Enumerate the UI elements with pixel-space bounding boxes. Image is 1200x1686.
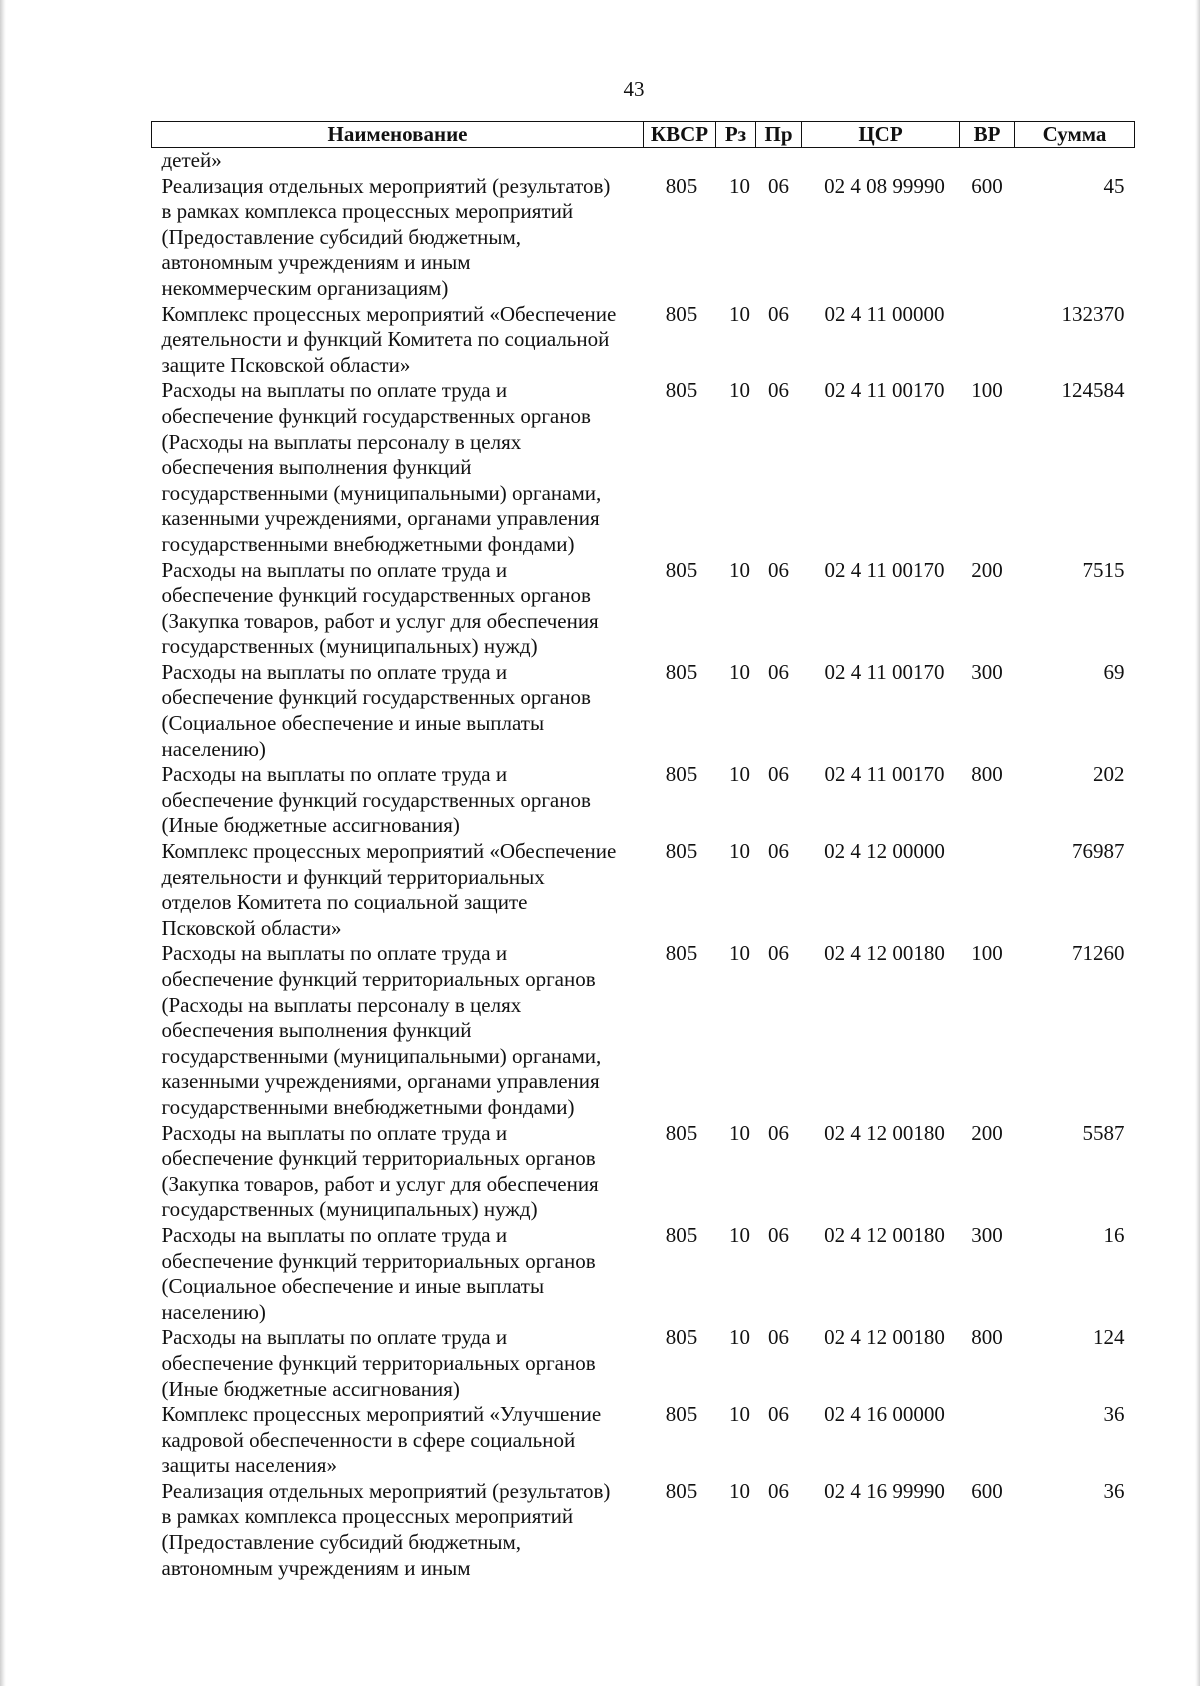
header-rz: Рз [716, 122, 756, 148]
row-pr: 06 [768, 762, 789, 787]
table-row [152, 1223, 1135, 1325]
row-name-line: государственными (муниципальными) органами, [161, 1043, 602, 1068]
row-pr: 06 [768, 1478, 789, 1503]
row-vr [960, 302, 1015, 379]
row-sum: 5587 [1082, 1120, 1125, 1145]
row-rz: 10 [729, 839, 750, 864]
row-rz: 10 [729, 173, 750, 198]
page-number: 43 [623, 77, 645, 101]
row-name-line: в рамках комплекса процессных мероприятий [161, 199, 574, 224]
row-name-line: государственными внебюджетными фондами) [161, 531, 575, 556]
row-name-line: Комплекс процессных мероприятий «Обеспечение [161, 839, 617, 864]
row-name-line: Реализация отдельных мероприятий (результатов) [161, 1478, 611, 1503]
row-name-line: в рамках комплекса процессных мероприятий [161, 1504, 574, 1529]
row-sum: 45 [1103, 173, 1125, 198]
row-pr: 06 [768, 378, 789, 403]
row-name-line: (Предоставление субсидий бюджетным, [161, 224, 522, 249]
row-kvsr: 805 [665, 301, 698, 326]
table-row [152, 174, 1135, 302]
row-kvsr: 805 [665, 1222, 698, 1247]
row-name-line: обеспечение функций территориальных органов [161, 1248, 596, 1273]
row-sum: 124584 [1061, 378, 1125, 403]
row-name-line: автономным учреждениям и иным [161, 1555, 471, 1580]
row-name-line: казенными учреждениями, органами управления [161, 1069, 600, 1094]
header-vr: ВР [960, 122, 1015, 148]
row-name-line: автономным учреждениям и иным [161, 250, 471, 275]
row-kvsr: 805 [665, 1325, 698, 1350]
row-name-line: государственных (муниципальных) нужд) [161, 634, 538, 659]
row-csr: 02 4 11 00170 [824, 378, 945, 403]
table-row [152, 660, 1135, 762]
row-name-line: защиты населения» [161, 1453, 337, 1478]
row-sum: 69 [1103, 659, 1125, 684]
row-csr: 02 4 11 00000 [824, 301, 945, 326]
row-rz: 10 [729, 301, 750, 326]
row-sum: 202 [1093, 762, 1125, 787]
scan-edge-left [0, 0, 6, 1686]
row-csr: 02 4 11 00170 [824, 557, 945, 582]
row-name-line: Расходы на выплаты по оплате труда и [161, 1325, 508, 1350]
row-vr: 800 [971, 1325, 1003, 1350]
row-csr: 02 4 12 00180 [824, 1325, 945, 1350]
row-name [152, 174, 644, 302]
row-pr: 06 [768, 1120, 789, 1145]
row-vr: 100 [971, 378, 1003, 403]
row-csr: 02 4 11 00170 [824, 659, 945, 684]
row-name [152, 941, 644, 1120]
row-rz: 10 [729, 1120, 750, 1145]
row-rz: 10 [729, 659, 750, 684]
row-vr: 300 [971, 1222, 1003, 1247]
table-row [152, 1325, 1135, 1402]
row-pr: 06 [768, 1402, 789, 1427]
table-row [152, 378, 1135, 557]
row-name-line: (Социальное обеспечение и иные выплаты [161, 1274, 545, 1299]
row-name-line: Расходы на выплаты по оплате труда и [161, 659, 508, 684]
row-vr [960, 839, 1015, 941]
row-name-line: Реализация отдельных мероприятий (результатов) [161, 173, 611, 198]
continuation-row [152, 148, 1135, 174]
table-header-row [152, 122, 1135, 148]
row-name [152, 558, 644, 660]
budget-table [151, 121, 1135, 1581]
continuation-text: детей» [161, 148, 222, 172]
header-csr: ЦСР [802, 122, 960, 148]
row-name-line: (Закупка товаров, работ и услуг для обеспечения [161, 608, 599, 633]
row-name-line: обеспечение функций территориальных органов [161, 1146, 596, 1171]
row-name-line: Расходы на выплаты по оплате труда и [161, 941, 508, 966]
row-name-line: отделов Комитета по социальной защите [161, 890, 528, 915]
row-name-line: Комплекс процессных мероприятий «Обеспечение [161, 301, 617, 326]
row-vr [960, 1402, 1015, 1479]
row-name-line: деятельности и функций территориальных [161, 864, 545, 889]
row-name-line: обеспечение функций государственных органов [161, 685, 591, 710]
row-csr: 02 4 16 00000 [824, 1402, 945, 1427]
row-sum: 7515 [1082, 557, 1125, 582]
row-name-line: государственных (муниципальных) нужд) [161, 1197, 538, 1222]
row-pr: 06 [768, 301, 789, 326]
row-name-line: государственными внебюджетными фондами) [161, 1094, 575, 1119]
row-vr: 800 [971, 762, 1003, 787]
row-name-line: обеспечение функций территориальных органов [161, 1350, 596, 1375]
row-kvsr: 805 [665, 762, 698, 787]
row-name-line: Расходы на выплаты по оплате труда и [161, 557, 508, 582]
row-csr: 02 4 08 99990 [824, 173, 945, 198]
row-rz: 10 [729, 557, 750, 582]
row-sum: 124 [1093, 1325, 1125, 1350]
row-name-line: казенными учреждениями, органами управления [161, 506, 600, 531]
row-name-line: (Закупка товаров, работ и услуг для обеспечения [161, 1171, 599, 1196]
table-row [152, 1402, 1135, 1479]
row-name-line: населению) [161, 1299, 266, 1324]
row-name-line: обеспечения выполнения функций [161, 455, 472, 480]
table-row [152, 1479, 1135, 1581]
row-rz: 10 [729, 1402, 750, 1427]
row-pr: 06 [768, 1222, 789, 1247]
row-vr: 200 [971, 1120, 1003, 1145]
row-csr: 02 4 16 99990 [824, 1478, 945, 1503]
row-name-line: населению) [161, 736, 266, 761]
row-csr: 02 4 12 00180 [824, 1222, 945, 1247]
row-csr: 02 4 12 00180 [824, 1120, 945, 1145]
row-pr: 06 [768, 557, 789, 582]
row-name-line: Расходы на выплаты по оплате труда и [161, 1222, 508, 1247]
row-rz: 10 [729, 1222, 750, 1247]
row-name-line: деятельности и функций Комитета по социальной [161, 327, 610, 352]
row-name-line: (Расходы на выплаты персоналу в целях [161, 992, 522, 1017]
row-pr: 06 [768, 1325, 789, 1350]
row-name-line: Расходы на выплаты по оплате труда и [161, 378, 508, 403]
row-name-line: обеспечения выполнения функций [161, 1018, 472, 1043]
row-vr: 300 [971, 659, 1003, 684]
header-sum: Сумма [1015, 122, 1135, 148]
table-row [152, 558, 1135, 660]
row-name-line: Расходы на выплаты по оплате труда и [161, 1120, 508, 1145]
row-name-line: обеспечение функций территориальных органов [161, 967, 596, 991]
row-name-line: обеспечение функций государственных органов [161, 583, 591, 608]
row-kvsr: 805 [665, 378, 698, 403]
scan-edge-right [1195, 0, 1200, 1686]
row-name [152, 1402, 644, 1479]
row-sum: 16 [1103, 1222, 1125, 1247]
row-name-line: обеспечение функций государственных органов [161, 403, 591, 428]
row-kvsr: 805 [665, 1120, 698, 1145]
row-name [152, 762, 644, 839]
table-row [152, 839, 1135, 941]
row-sum: 76987 [1072, 839, 1125, 864]
row-name-line: (Предоставление субсидий бюджетным, [161, 1530, 522, 1555]
row-name-line: Комплекс процессных мероприятий «Улучшение [161, 1402, 602, 1427]
table-row [152, 1121, 1135, 1223]
row-kvsr: 805 [665, 1478, 698, 1503]
row-rz: 10 [729, 1478, 750, 1503]
row-name [152, 839, 644, 941]
table-row [152, 302, 1135, 379]
row-rz: 10 [729, 378, 750, 403]
row-kvsr: 805 [665, 173, 698, 198]
row-name [152, 660, 644, 762]
row-name-line: защите Псковской области» [161, 352, 411, 377]
row-pr: 06 [768, 839, 789, 864]
row-kvsr: 805 [665, 1402, 698, 1427]
row-name [152, 302, 644, 379]
row-name-line: кадровой обеспеченности в сфере социальной [161, 1427, 576, 1452]
row-csr: 02 4 11 00170 [824, 762, 945, 787]
row-name [152, 1223, 644, 1325]
header-kvsr: КВСР [644, 122, 716, 148]
row-name-line: Расходы на выплаты по оплате труда и [161, 762, 508, 787]
row-kvsr: 805 [665, 557, 698, 582]
row-rz: 10 [729, 762, 750, 787]
row-name [152, 378, 644, 557]
row-vr: 600 [971, 173, 1003, 198]
row-vr: 200 [971, 557, 1003, 582]
row-rz: 10 [729, 941, 750, 966]
row-name-line: (Расходы на выплаты персоналу в целях [161, 429, 522, 454]
row-name-line: (Социальное обеспечение и иные выплаты [161, 711, 545, 736]
row-kvsr: 805 [665, 839, 698, 864]
row-name-line: обеспечение функций государственных органов [161, 787, 591, 812]
row-sum: 71260 [1072, 941, 1125, 966]
row-pr: 06 [768, 659, 789, 684]
row-vr: 600 [971, 1478, 1003, 1503]
row-csr: 02 4 12 00180 [824, 941, 945, 966]
header-pr: Пр [756, 122, 802, 148]
row-sum: 36 [1103, 1402, 1125, 1427]
row-rz: 10 [729, 1325, 750, 1350]
row-name-line: (Иные бюджетные ассигнования) [161, 813, 460, 838]
row-name [152, 1121, 644, 1223]
row-name [152, 1325, 644, 1402]
row-name [152, 1479, 644, 1581]
row-sum: 132370 [1061, 301, 1125, 326]
row-pr: 06 [768, 941, 789, 966]
row-name-line: некоммерческим организациям) [161, 275, 449, 300]
row-csr: 02 4 12 00000 [824, 839, 945, 864]
row-name-line: (Иные бюджетные ассигнования) [161, 1376, 460, 1401]
row-name-line: государственными (муниципальными) органами, [161, 480, 602, 505]
header-name: Наименование [152, 122, 644, 148]
table-row [152, 941, 1135, 1120]
row-sum: 36 [1103, 1478, 1125, 1503]
row-kvsr: 805 [665, 941, 698, 966]
row-vr: 100 [971, 941, 1003, 966]
row-name-line: Псковской области» [161, 915, 342, 940]
row-kvsr: 805 [665, 659, 698, 684]
table-row [152, 762, 1135, 839]
row-pr: 06 [768, 173, 789, 198]
